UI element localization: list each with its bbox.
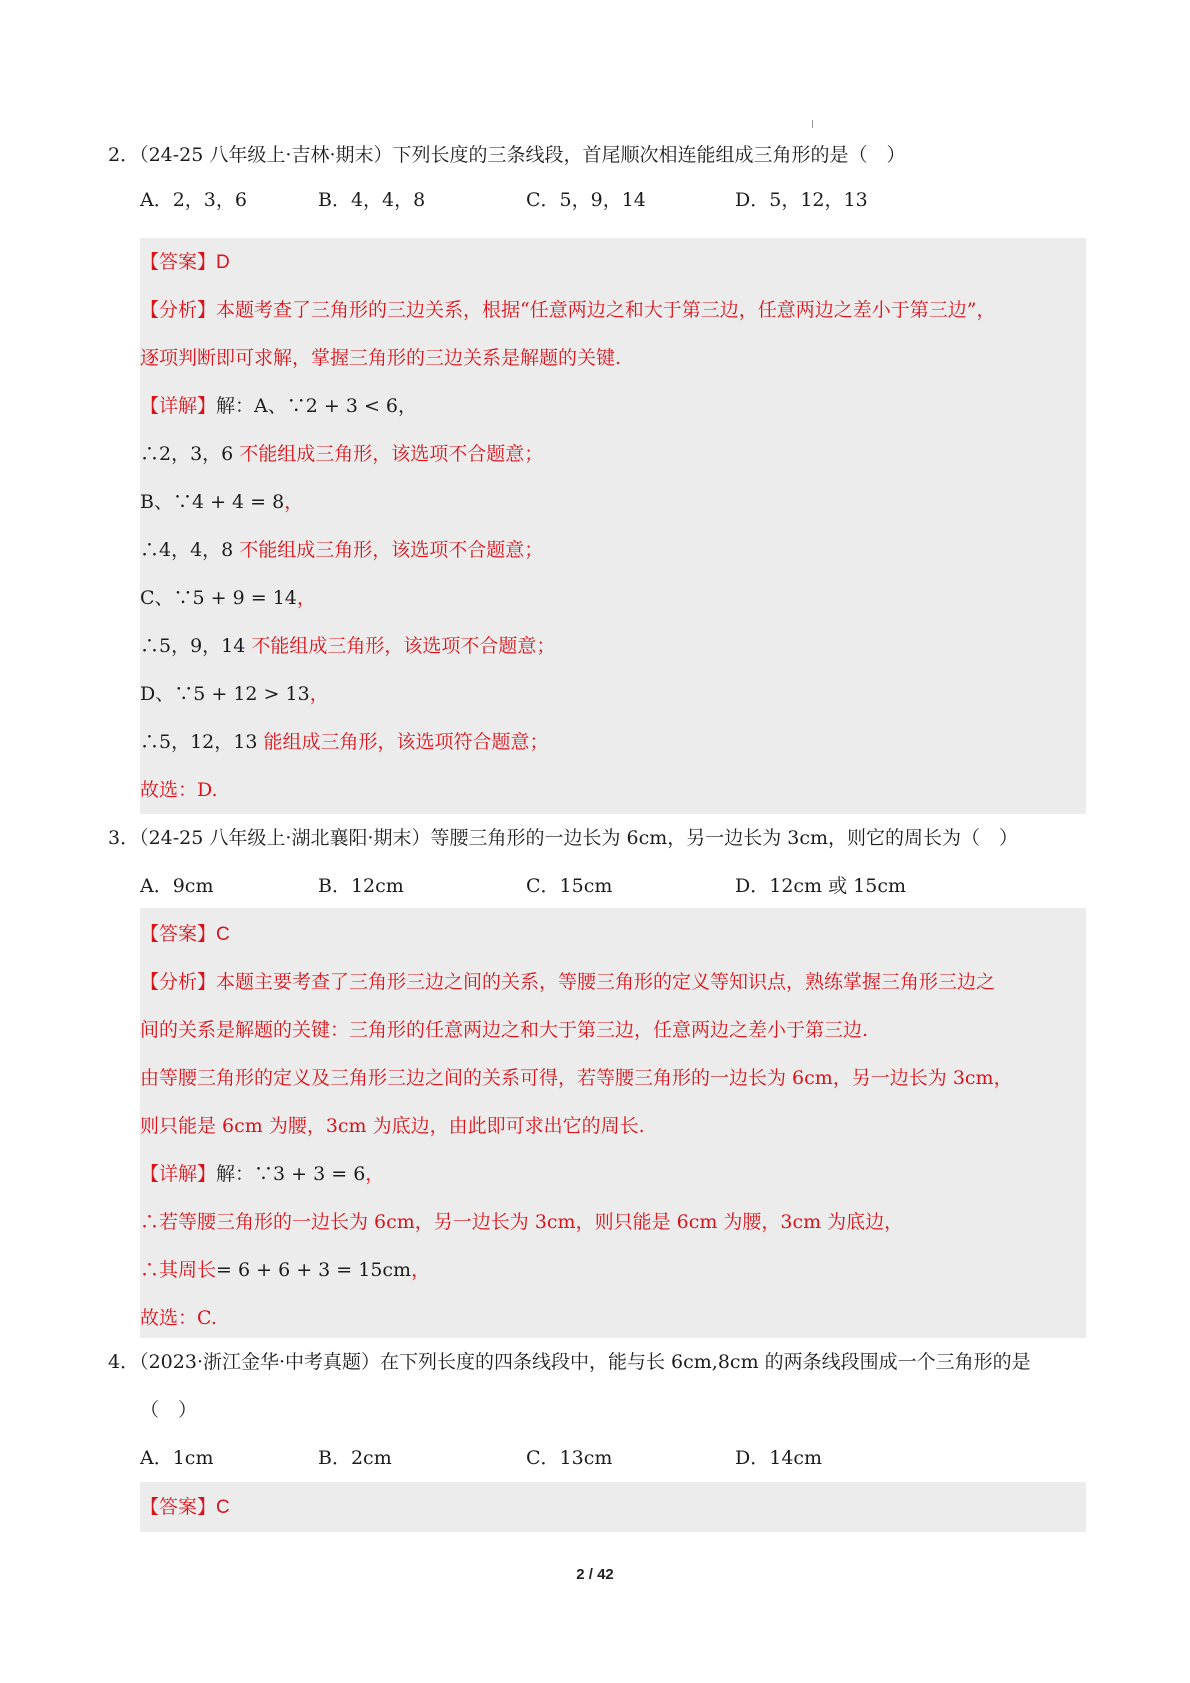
math-expression: 4 + 4 = 8 (191, 491, 285, 513)
q2-choice-a: A．2，3，6 (140, 189, 247, 211)
detail-tag: 【详解】 (140, 1163, 217, 1185)
detail-text: ， (284, 491, 304, 513)
q2-choice-c: C．5，9，14 (526, 189, 646, 211)
detail-text: ， (309, 683, 329, 705)
analysis-tag: 【分析】 (140, 971, 217, 993)
answer-value: C (216, 924, 230, 945)
q3-detail-line-2: ∴若等腰三角形的一边长为 6cm，另一边长为 3cm，则只能是 6cm 为腰，3cm 为底边， (140, 1211, 904, 1233)
question-4-stem-line-1: 4．（2023·浙江金华·中考真题）在下列长度的四条线段中，能与长 6cm,8cm 的两条线段围成一个三角形的是 (108, 1351, 1031, 1373)
detail-text: 不能组成三角形，该选项不合题意； (245, 635, 556, 657)
detail-text: ∴5，12，13 (140, 731, 258, 753)
q3-choice-d: D．12cm 或 15cm (735, 875, 906, 897)
q4-choice-b: B．2cm (318, 1447, 392, 1469)
q2-choice-d: D．5，12，13 (735, 189, 868, 211)
q2-detail-line-2 (140, 442, 543, 466)
math-expression: 2 + 3 < 6， (305, 395, 418, 417)
detail-text: 不能组成三角形，该选项不合题意； (233, 443, 544, 465)
detail-text: ∴5，9，14 (140, 635, 246, 657)
q3-answer (140, 922, 230, 947)
q2-detail-line-3 (140, 490, 303, 514)
detail-text: 解：A、∵ (216, 395, 306, 417)
math-expression: 5 + 12 > 13 (193, 683, 310, 705)
detail-text: ∴其周长 (140, 1259, 217, 1281)
q2-detail-line-1 (140, 394, 417, 418)
q3-choice-c: C．15cm (526, 875, 613, 897)
q3-analysis-line-3: 由等腰三角形的定义及三角形三边之间的关系可得，若等腰三角形的一边长为 6cm，另一边长为 3cm， (140, 1067, 1013, 1089)
q3-detail-line-3 (140, 1258, 430, 1282)
q3-solution-box (140, 908, 1086, 1338)
q2-solution-box (140, 238, 1086, 814)
q3-analysis-line-1 (140, 970, 995, 994)
math-expression: 5 + 9 = 14 (192, 587, 297, 609)
detail-text: D、∵ (140, 683, 194, 705)
q4-answer (140, 1495, 230, 1520)
q3-analysis-line-2: 间的关系是解题的关键：三角形的任意两边之和大于第三边，任意两边之差小于第三边. (140, 1019, 869, 1041)
q2-detail-line-8 (140, 730, 549, 754)
analysis-text: 本题考查了三角形的三边关系，根据“任意两边之和大于第三边，任意两边之差小于第三边”， (216, 299, 996, 321)
q2-choice-b: B．4，4，8 (318, 189, 426, 211)
q2-detail-line-6 (140, 634, 555, 658)
q4-choice-d: D．14cm (735, 1447, 823, 1469)
q4-choice-a: A．1cm (140, 1447, 214, 1469)
q4-solution-box (140, 1482, 1086, 1532)
detail-text: C、∵ (140, 587, 193, 609)
math-expression: = 6 + 6 + 3 = 15cm (216, 1259, 412, 1281)
q3-analysis-line-4: 则只能是 6cm 为腰，3cm 为底边，由此即可求出它的周长. (140, 1115, 645, 1137)
analysis-text: 本题主要考查了三角形三边之间的关系，等腰三角形的定义等知识点，熟练掌握三角形三边之 (216, 971, 996, 993)
answer-tag: 【答案】 (140, 251, 217, 273)
detail-text: 不能组成三角形，该选项不合题意； (233, 539, 544, 561)
detail-text: 能组成三角形，该选项符合题意； (257, 731, 549, 753)
question-2-stem: 2．（24-25 八年级上·吉林·期末）下列长度的三条线段，首尾顺次相连能组成三角形的是（ ） (108, 144, 906, 166)
detail-text: ， (411, 1259, 431, 1281)
q3-choice-a: A．9cm (140, 875, 214, 897)
detail-text: 解：∵ (216, 1163, 274, 1185)
detail-text: B、∵ (140, 491, 192, 513)
detail-tag: 【详解】 (140, 395, 217, 417)
q2-detail-line-4 (140, 538, 543, 562)
detail-text: ∴4，4，8 (140, 539, 234, 561)
math-expression: 3 + 3 = 6 (273, 1163, 366, 1185)
header-mark (812, 120, 813, 128)
q2-detail-line-5 (140, 586, 316, 610)
q2-detail-line-9: 故选：D. (140, 779, 218, 801)
answer-value: D (216, 252, 230, 273)
q2-analysis-line-2: 逐项判断即可求解，掌握三角形的三边关系是解题的关键. (140, 347, 622, 369)
analysis-tag: 【分析】 (140, 299, 217, 321)
q2-answer (140, 250, 230, 275)
question-4-stem-line-2: （ ） (140, 1399, 198, 1421)
answer-value: C (216, 1497, 230, 1518)
q2-analysis-line-1 (140, 298, 995, 322)
q3-choice-b: B．12cm (318, 875, 404, 897)
q4-choice-c: C．13cm (526, 1447, 613, 1469)
q3-detail-line-1 (140, 1162, 384, 1186)
q3-detail-line-4: 故选：C. (140, 1307, 217, 1329)
detail-text: ∴2，3，6 (140, 443, 234, 465)
detail-text: ， (296, 587, 316, 609)
q2-detail-line-7 (140, 682, 329, 706)
answer-tag: 【答案】 (140, 1496, 217, 1518)
page-number: 2 / 42 (576, 1566, 614, 1583)
detail-text: ， (365, 1163, 385, 1185)
answer-tag: 【答案】 (140, 923, 217, 945)
question-3-stem: 3．（24-25 八年级上·湖北襄阳·期末）等腰三角形的一边长为 6cm，另一边长为 3cm，则它的周长为（ ） (108, 827, 1019, 849)
